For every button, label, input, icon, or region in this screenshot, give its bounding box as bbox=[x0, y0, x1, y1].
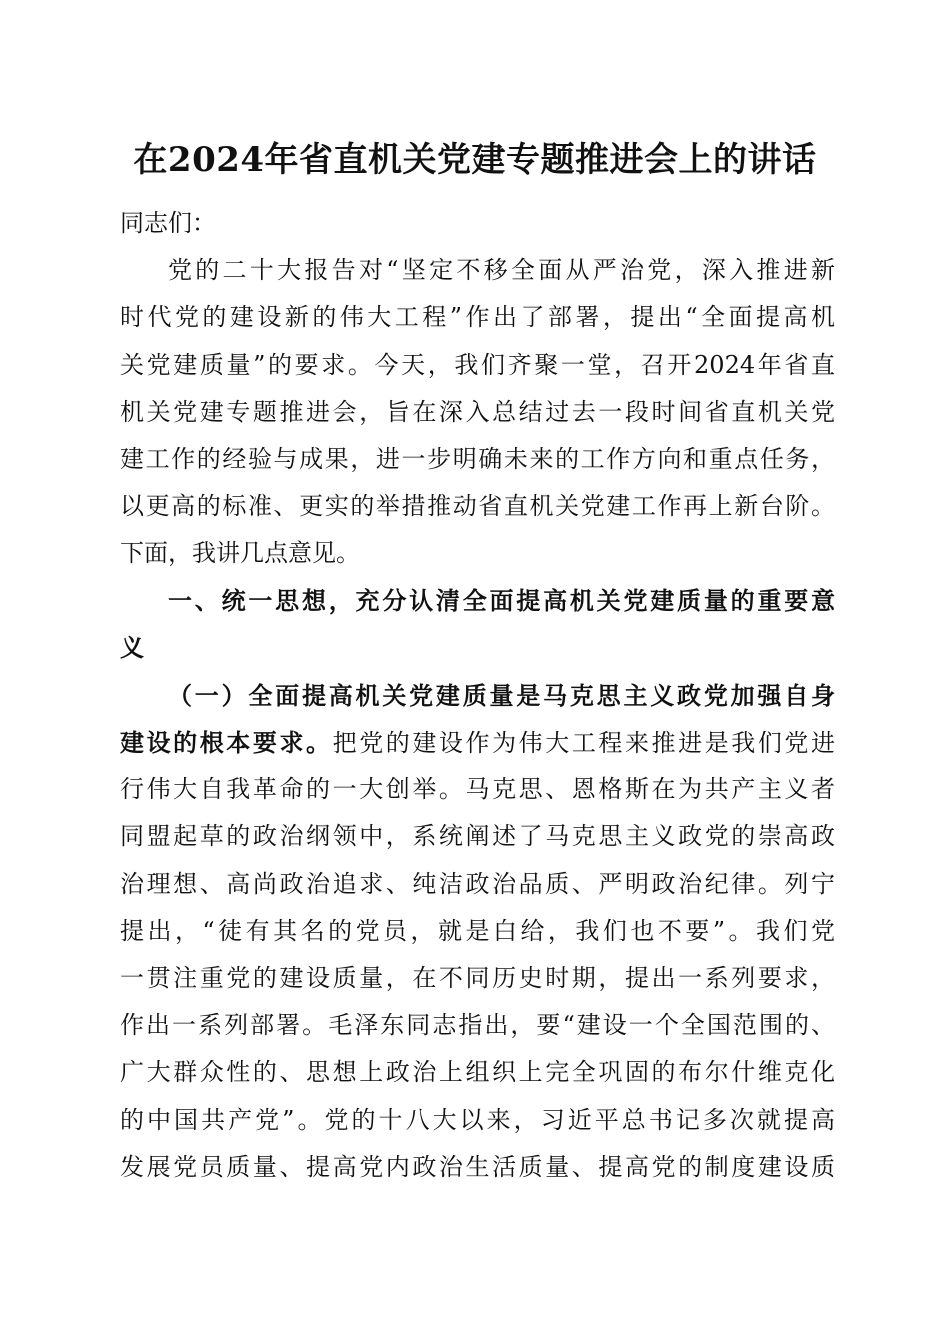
paragraph-line: 的中国共产党”。党的十八大以来，习近平总书记多次就提高 bbox=[120, 1105, 835, 1134]
salutation: 同志们： bbox=[120, 209, 216, 237]
section-heading: 义 bbox=[120, 633, 144, 662]
paragraph-line: 下面，我讲几点意见。 bbox=[120, 539, 360, 568]
paragraph-line: 同盟起草的政治纲领中，系统阐述了马克思主义政党的崇高政 bbox=[120, 822, 835, 851]
paragraph-line: 机关党建专题推进会，旨在深入总结过去一段时间省直机关党 bbox=[120, 397, 835, 426]
paragraph-line: 关党建质量”的要求。今天，我们齐聚一堂，召开2024年省直 bbox=[120, 350, 835, 379]
paragraph-line: 发展党员质量、提高党内政治生活质量、提高党的制度建设质 bbox=[120, 1152, 835, 1181]
paragraph-line: 党的二十大报告对“坚定不移全面从严治党，深入推进新 bbox=[168, 256, 835, 285]
paragraph-line: 建工作的经验与成果，进一步明确未来的工作方向和重点任务， bbox=[120, 444, 835, 473]
paragraph-line bbox=[120, 719, 835, 766]
document-body bbox=[120, 200, 835, 1191]
paragraph-line: 作出一系列部署。毛泽东同志指出，要“建设一个全国范围的、 bbox=[120, 1011, 835, 1040]
section-heading: 一、统一思想，充分认清全面提高机关党建质量的重要意 bbox=[168, 586, 835, 615]
subsection-heading: 建设的根本要求。 bbox=[120, 728, 333, 758]
paragraph-line: 时代党的建设新的伟大工程”作出了部署，提出“全面提高机 bbox=[120, 303, 835, 332]
paragraph-line: 治理想、高尚政治追求、纯洁政治品质、严明政治纪律。列宁 bbox=[120, 869, 835, 898]
paragraph-line: 一贯注重党的建设质量，在不同历史时期，提出一系列要求， bbox=[120, 964, 835, 992]
subsection-heading: （一）全面提高机关党建质量是马克思主义政党加强自身 bbox=[168, 680, 835, 710]
paragraph-line: 以更高的标准、更实的举措推动省直机关党建工作再上新台阶。 bbox=[120, 492, 835, 521]
paragraph-line: 提出，“徒有其名的党员，就是白给，我们也不要”。我们党 bbox=[120, 916, 835, 945]
paragraph-line: 行伟大自我革命的一大创举。马克思、恩格斯在为共产主义者 bbox=[120, 775, 835, 804]
paragraph-line: 广大群众性的、思想上政治上组织上完全巩固的布尔什维克化 bbox=[120, 1058, 835, 1087]
document-title: 在2024年省直机关党建专题推进会上的讲话 bbox=[133, 140, 817, 180]
paragraph-text: 把党的建设作为伟大工程来推进是我们党进 bbox=[332, 729, 836, 758]
